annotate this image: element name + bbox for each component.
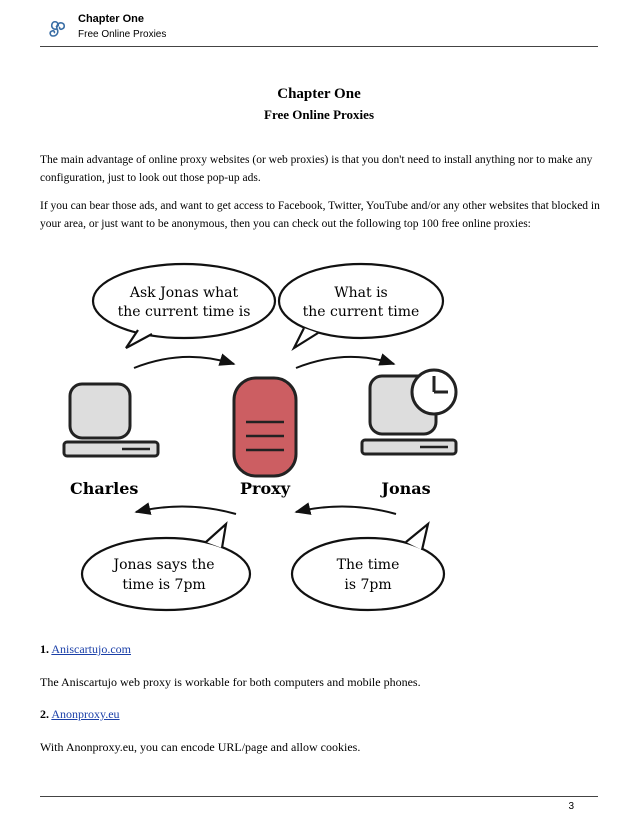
proxy-server-icon xyxy=(234,378,296,476)
charles-computer-icon xyxy=(64,384,158,456)
header-subtitle: Free Online Proxies xyxy=(78,29,167,40)
triskelion-logo-icon xyxy=(44,16,70,42)
speech-bubble-top-right xyxy=(279,264,443,348)
list-item-number: 2. xyxy=(40,707,49,721)
bubble-bottom-left-line1: Jonas says the xyxy=(113,557,215,573)
link-anonproxy[interactable]: Anonproxy.eu xyxy=(51,707,120,721)
footer-divider xyxy=(40,796,598,797)
paragraph-intro: The main advantage of online proxy websites (or web proxies) is that you don't need to install anything nor to make any configuration, just to look out those pop-up ads. xyxy=(40,154,593,184)
list-item-heading xyxy=(40,642,131,657)
label-charles: Charles xyxy=(70,479,139,498)
speech-bubble-top-left xyxy=(93,264,275,348)
chapter-title: Chapter One xyxy=(277,86,361,102)
bubble-top-right-line1: What is xyxy=(334,285,388,301)
link-aniscartujo[interactable]: Aniscartujo.com xyxy=(51,642,131,656)
header-divider xyxy=(40,46,598,47)
list-item-description: With Anonproxy.eu, you can encode URL/page and allow cookies. xyxy=(40,740,361,754)
speech-bubble-bottom-left xyxy=(82,524,250,610)
bubble-top-right-line2: the current time xyxy=(302,304,420,320)
bubble-bottom-right-line2: is 7pm xyxy=(344,577,392,593)
label-jonas: Jonas xyxy=(381,479,431,498)
paragraph-proxies: If you can bear those ads, and want to get access to Facebook, Twitter, YouTube and/or any other websites that blocked in your area, or just want to be anonymous, then you can check out the following top 100 free online proxies: xyxy=(40,200,600,230)
list-item-number: 1. xyxy=(40,642,49,656)
clock-icon xyxy=(412,370,456,414)
speech-bubble-bottom-right xyxy=(292,524,444,610)
proxy-diagram xyxy=(56,256,486,624)
chapter-subtitle: Free Online Proxies xyxy=(264,107,374,122)
header-title: Chapter One xyxy=(78,13,145,25)
list-item-heading xyxy=(40,707,120,722)
bubble-top-left-line1: Ask Jonas what xyxy=(129,285,239,301)
bubble-bottom-right-line1: The time xyxy=(336,557,400,573)
label-proxy: Proxy xyxy=(240,479,290,498)
bubble-bottom-left-line2: time is 7pm xyxy=(122,577,206,593)
bubble-top-left-line2: the current time is xyxy=(117,304,251,320)
page-number: 3 xyxy=(568,801,574,812)
list-item-description: The Aniscartujo web proxy is workable for both computers and mobile phones. xyxy=(40,675,421,689)
